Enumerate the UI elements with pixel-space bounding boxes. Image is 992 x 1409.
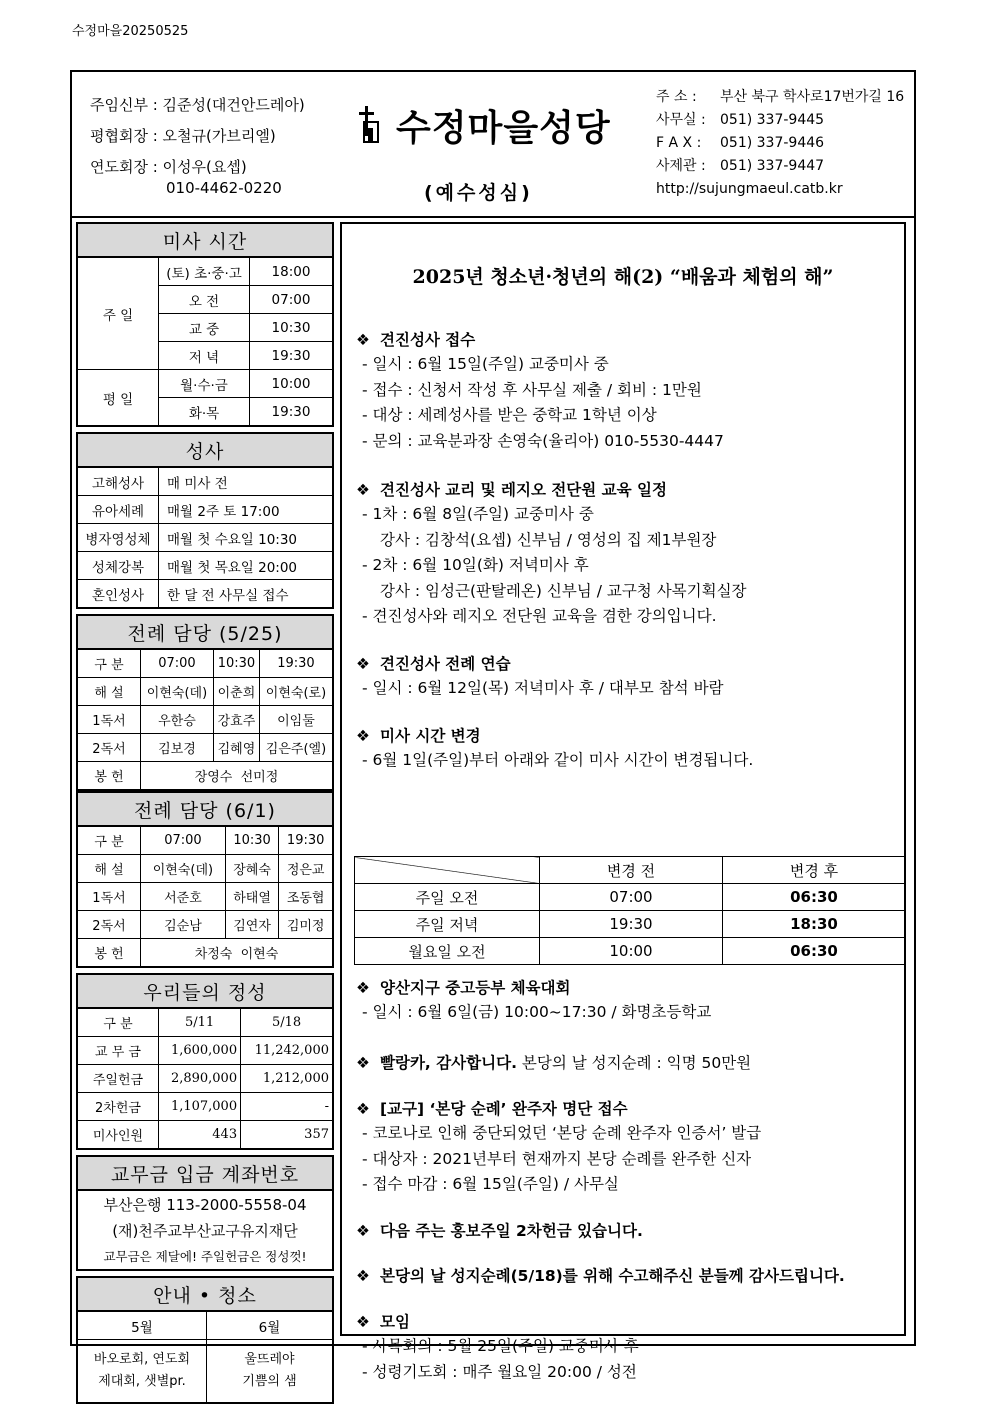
bullet-icon: ❖ (356, 979, 370, 997)
contact-info (656, 86, 904, 201)
mass-name: 교 중 (159, 314, 250, 342)
sunday-label: 주 일 (77, 257, 159, 370)
account-holder: (재)천주교부산교구유지재단 (112, 1221, 298, 1240)
liturgy-person: 김연자 (225, 911, 278, 939)
sacraments-title: 성사 (77, 433, 333, 467)
change-after: 06:30 (723, 938, 906, 965)
account-bank: 부산은행 113-2000-5558-04 (103, 1195, 307, 1214)
weekday-label: 평 일 (77, 370, 159, 427)
mass-change-table (354, 856, 906, 965)
liturgy-head: 07:00 (141, 649, 214, 678)
mass-time: 19:30 (250, 342, 334, 370)
meetings-section (356, 1310, 896, 1385)
liturgy-role: 1독서 (77, 706, 141, 734)
mass-change-section (356, 724, 896, 774)
liturgy-role: 해 설 (77, 678, 141, 706)
change-head: 변경 후 (723, 857, 906, 884)
change-before: 19:30 (540, 911, 723, 938)
offering-label: 2차헌금 (77, 1093, 159, 1121)
section-line: - 1차 : 6월 8일(주일) 교중미사 중 (362, 505, 594, 523)
liturgy-head: 07:00 (141, 826, 226, 855)
section-line: - 접수 마감 : 6월 15일(주일) / 사무실 (362, 1175, 619, 1193)
offering-value: 1,600,000 (159, 1037, 241, 1065)
cleaning-june-group: 울뜨레야 (244, 1352, 295, 1367)
offering-label: 미사인원 (77, 1121, 159, 1150)
bullet-icon: ❖ (356, 1313, 370, 1331)
cleaning-may-group: 바오로회, 연도회 (93, 1352, 191, 1367)
cleaning-may-label: 5월 (77, 1311, 207, 1340)
fax-number: 051) 337-9446 (720, 135, 825, 151)
liturgy-head: 10:30 (225, 826, 278, 855)
liturgy-head: 10:30 (213, 649, 259, 678)
notices-title: 2025년 청소년·청년의 해(2) “배움과 체험의 해” (412, 266, 834, 288)
offerings-title: 우리들의 정성 (77, 974, 333, 1008)
cleaning-june-label: 6월 (207, 1311, 334, 1340)
liturgy-person: 이현숙(데) (141, 678, 214, 706)
mass-name: (토) 초·중·고 (159, 257, 250, 286)
section-line: - 일시 : 6월 6일(금) 10:00~17:30 / 화명초등학교 (362, 1003, 712, 1021)
offering-label: 교 무 금 (77, 1037, 159, 1065)
liturgy-person: 서준호 (141, 883, 226, 911)
sacrament-name: 유아세례 (77, 496, 159, 524)
offering-value: 1,212,000 (241, 1065, 333, 1093)
elderly-phone: 010-4462-0220 (166, 179, 282, 197)
header (72, 72, 914, 218)
mass-time: 10:30 (250, 314, 334, 342)
staff-info (90, 90, 305, 199)
section-title: 양산지구 중고등부 체육대회 (380, 979, 571, 997)
liturgy-role: 해 설 (77, 855, 141, 883)
mass-time: 10:00 (250, 370, 334, 398)
notices-column (340, 222, 906, 1381)
section-line: - 6월 1일(주일)부터 아래와 같이 미사 시간이 변경됩니다. (362, 751, 754, 769)
mass-name: 월·수·금 (159, 370, 250, 398)
pastor-line: 주임신부 : 김준성(대건안드레아) (90, 96, 305, 114)
liturgy-person: 장혜숙 (225, 855, 278, 883)
sacrament-value: 매 미사 전 (159, 467, 334, 496)
offering-head: 구 분 (77, 1008, 159, 1037)
pilgrimage-section (356, 1097, 896, 1198)
liturgy-person: 이현숙(로) (259, 678, 333, 706)
section-line: - 사목회의 : 5월 25일(주일) 교중미사 후 (362, 1337, 639, 1355)
bullet-icon: ❖ (356, 655, 370, 673)
account-box (76, 1155, 334, 1271)
document-id: 수정마을20250525 (72, 24, 189, 39)
section-title: 견진성사 교리 및 레지오 전단원 교육 일정 (380, 481, 667, 499)
section-title: 본당의 날 성지순례(5/18)를 위해 수고해주신 분들께 감사드립니다. (380, 1267, 845, 1285)
cleaning-may-group: 제대회, 샛별pr. (98, 1374, 186, 1389)
mass-time: 19:30 (250, 398, 334, 427)
change-mass: 주일 오전 (355, 884, 540, 911)
liturgy-role: 1독서 (77, 883, 141, 911)
liturgy-person: 이춘희 (213, 678, 259, 706)
motto: (예수성심) (424, 182, 533, 204)
liturgy-offering: 장영수 선미정 (141, 762, 334, 791)
second-collection-section (356, 1219, 896, 1243)
church-name: 수정마을성당 (396, 108, 611, 149)
sacrament-value: 한 달 전 사무실 접수 (159, 580, 334, 609)
cleaning-may-groups (77, 1340, 207, 1404)
section-line: - 성령기도회 : 매주 월요일 20:00 / 성전 (362, 1362, 637, 1381)
offering-label: 주일헌금 (77, 1065, 159, 1093)
mass-name: 저 녁 (159, 342, 250, 370)
section-line: - 견진성사와 레지오 전단원 교육을 겸한 강의입니다. (362, 607, 717, 625)
change-before: 10:00 (540, 938, 723, 965)
cleaning-table (76, 1276, 334, 1404)
mass-name: 화·목 (159, 398, 250, 427)
mass-name: 오 전 (159, 286, 250, 314)
change-before: 07:00 (540, 884, 723, 911)
confirmation-section (356, 328, 896, 454)
section-line: - 코로나로 인해 중단되었던 ‘본당 순례 완주자 인증서’ 발급 (362, 1124, 762, 1142)
section-line: - 일시 : 6월 15일(주일) 교중미사 중 (362, 355, 609, 373)
liturgy-person: 김은주(엘) (259, 734, 333, 762)
section-line: - 대상자 : 2021년부터 현재까지 본당 순례를 완주한 신자 (362, 1149, 752, 1168)
section-line: - 문의 : 교육분과장 손영숙(율리아) 010-5530-4447 (362, 431, 724, 450)
liturgy-title: 전례 담당 (5/25) (77, 615, 333, 649)
liturgy-person: 조동협 (279, 883, 333, 911)
liturgy-role: 봉 헌 (77, 939, 141, 968)
office-label: 사무실 : (656, 112, 706, 128)
liturgy-table-0601 (76, 791, 334, 968)
church-logo (344, 100, 644, 150)
section-line: 강사 : 임성근(판탈레온) 신부님 / 교구청 사목기획실장 (380, 581, 747, 600)
council-line: 평협회장 : 오철규(가브리엘) (90, 127, 276, 145)
sacrament-value: 매월 첫 목요일 20:00 (159, 552, 334, 580)
rehearsal-section (356, 652, 896, 702)
offering-value: 11,242,000 (241, 1037, 333, 1065)
section-line: - 대상 : 세례성사를 받은 중학교 1학년 이상 (362, 406, 657, 424)
change-mass: 월요일 오전 (355, 938, 540, 965)
mass-times-title: 미사 시간 (77, 223, 333, 257)
offerings-table (76, 973, 334, 1150)
section-title: 미사 시간 변경 (380, 727, 481, 745)
bullet-icon: ❖ (356, 331, 370, 349)
account-note: 교무금은 제달에! 주일헌금은 정성껏! (103, 1249, 307, 1264)
liturgy-person: 이현숙(데) (141, 855, 226, 883)
section-line: - 접수 : 신청서 작성 후 사무실 제출 / 회비 : 1만원 (362, 380, 702, 399)
liturgy-head: 19:30 (279, 826, 333, 855)
section-line: - 일시 : 6월 12일(목) 저녁미사 후 / 대부모 참석 바람 (362, 679, 724, 697)
offering-value: 2,890,000 (159, 1065, 241, 1093)
liturgy-role: 봉 헌 (77, 762, 141, 791)
liturgy-title: 전례 담당 (6/1) (77, 792, 333, 826)
account-title: 교무금 입금 계좌번호 (77, 1156, 333, 1190)
liturgy-person: 김보경 (141, 734, 214, 762)
church-emblem-icon (344, 106, 390, 150)
offering-head: 5/11 (159, 1008, 241, 1037)
bullet-icon: ❖ (356, 1222, 370, 1240)
change-after: 06:30 (723, 884, 906, 911)
liturgy-person: 이임둘 (259, 706, 333, 734)
cleaning-june-group: 기쁨의 샘 (242, 1374, 297, 1389)
mass-time: 18:00 (250, 257, 334, 286)
bullet-icon: ❖ (356, 1054, 370, 1072)
section-title: 다음 주는 홍보주일 2차헌금 있습니다. (380, 1222, 643, 1240)
liturgy-head: 19:30 (259, 649, 333, 678)
change-head: 변경 전 (540, 857, 723, 884)
section-line: - 2차 : 6월 10일(화) 저녁미사 후 (362, 556, 589, 574)
section-title: 빨랑카, 감사합니다. (380, 1054, 517, 1072)
offering-head: 5/18 (241, 1008, 333, 1037)
offering-value: 443 (159, 1121, 241, 1150)
address-label: 주 소 : (656, 89, 697, 105)
liturgy-offering: 차정숙 이현숙 (141, 939, 334, 968)
sacrament-value: 매월 2주 토 17:00 (159, 496, 334, 524)
offering-value: - (241, 1093, 333, 1121)
liturgy-person: 김순남 (141, 911, 226, 939)
sports-section (356, 976, 896, 1026)
address: 부산 북구 학사로17번가길 16 (720, 89, 905, 105)
office-phone: 051) 337-9445 (720, 112, 825, 128)
sacrament-name: 성체강복 (77, 552, 159, 580)
rectory-label: 사제관 : (656, 158, 706, 174)
liturgy-person: 하태열 (225, 883, 278, 911)
cleaning-june-groups (207, 1340, 334, 1404)
section-title: 견진성사 접수 (380, 331, 476, 349)
change-mass: 주일 저녁 (355, 911, 540, 938)
sacrament-value: 매월 첫 수요일 10:30 (159, 524, 334, 552)
sacrament-name: 고해성사 (77, 467, 159, 496)
change-after: 18:30 (723, 911, 906, 938)
thanks-section (356, 1051, 896, 1075)
section-title: [교구] ‘본당 순례’ 완주자 명단 접수 (380, 1100, 628, 1118)
liturgy-head: 구 분 (77, 826, 141, 855)
cleaning-title: 안내 • 청소 (77, 1277, 333, 1311)
education-section (356, 478, 896, 630)
liturgy-person: 우한승 (141, 706, 214, 734)
liturgy-table-0525 (76, 614, 334, 791)
offering-value: 357 (241, 1121, 333, 1150)
rectory-phone: 051) 337-9447 (720, 158, 825, 174)
left-column (76, 222, 336, 1409)
section-line: 강사 : 김창석(요셉) 신부님 / 영성의 집 제1부원장 (380, 530, 717, 549)
liturgy-person: 김혜영 (213, 734, 259, 762)
section-title: 견진성사 전례 연습 (380, 655, 511, 673)
bullet-icon: ❖ (356, 481, 370, 499)
liturgy-person: 김미정 (279, 911, 333, 939)
liturgy-head: 구 분 (77, 649, 141, 678)
liturgy-role: 2독서 (77, 911, 141, 939)
liturgy-role: 2독서 (77, 734, 141, 762)
mass-time: 07:00 (250, 286, 334, 314)
liturgy-person: 강효주 (213, 706, 259, 734)
section-title: 모임 (380, 1313, 410, 1331)
section-text: 본당의 날 성지순례 : 익명 50만원 (516, 1054, 752, 1072)
fax-label: F A X : (656, 135, 702, 151)
liturgy-person: 정은교 (279, 855, 333, 883)
sacrament-name: 병자영성체 (77, 524, 159, 552)
diagonal-cell (355, 857, 540, 884)
offering-value: 1,107,000 (159, 1093, 241, 1121)
bullet-icon: ❖ (356, 727, 370, 745)
mass-times-table (76, 222, 334, 427)
bullet-icon: ❖ (356, 1267, 370, 1285)
bullet-icon: ❖ (356, 1100, 370, 1118)
bulletin-frame (70, 70, 916, 1389)
sacraments-table (76, 432, 334, 609)
gratitude-section (356, 1264, 896, 1288)
elderly-line: 연도회장 : 이성우(요셉) (90, 158, 247, 176)
sacrament-name: 혼인성사 (77, 580, 159, 609)
website-link[interactable]: http://sujungmaeul.catb.kr (656, 181, 843, 197)
